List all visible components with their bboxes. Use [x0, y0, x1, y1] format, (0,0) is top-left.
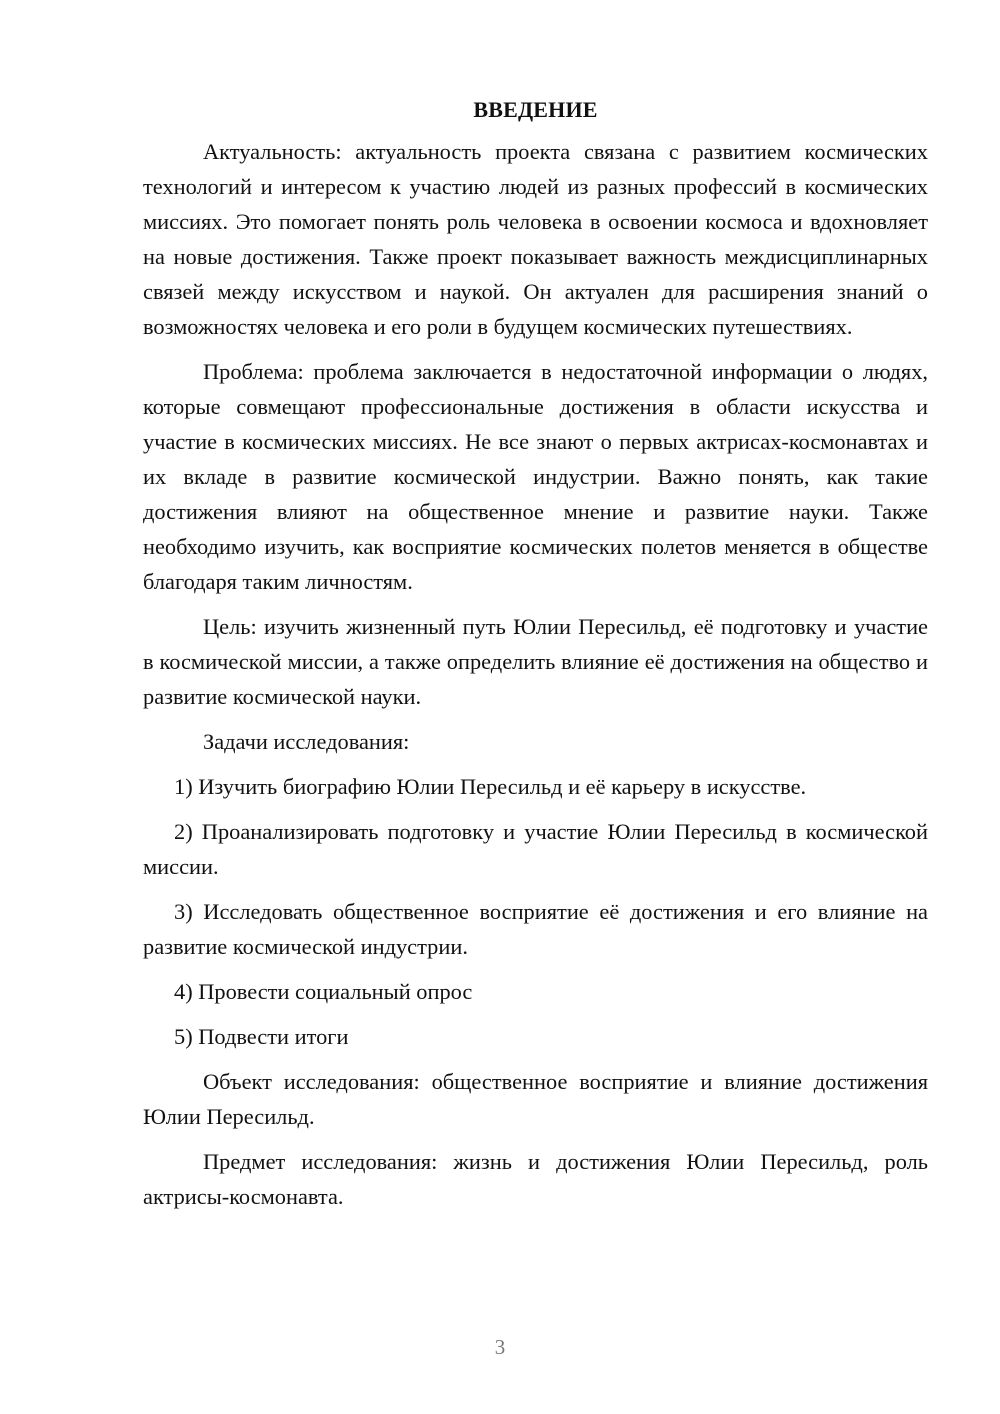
- subject-paragraph: Предмет исследования: жизнь и достижения Юлии Пересильд, роль актрисы-космонавта.: [143, 1149, 928, 1209]
- goal-paragraph: Цель: изучить жизненный путь Юлии Пересильд, её подготовку и участие в космической миссии, а также определить влияние её достижения на общество и развитие космической науки.: [143, 614, 928, 709]
- task-item-3: 3) Исследовать общественное восприятие её достижения и его влияние на развитие космической индустрии.: [143, 899, 928, 959]
- relevance-paragraph: Актуальность: актуальность проекта связана с развитием космических технологий и интересом к участию людей из разных профессий в космических миссиях. Это помогает понять роль человека в освоении космоса и вдохновляет на новые достижения. Также проект показывает важность междисциплинарных связей между искусством и наукой. Он актуален для расширения знаний о возможностях человека и его роли в будущем космических путешествиях.: [143, 139, 928, 339]
- page-number: 3: [494, 1335, 506, 1359]
- object-paragraph: Объект исследования: общественное восприятие и влияние достижения Юлии Пересильд.: [143, 1069, 928, 1129]
- document-page: [143, 92, 928, 1224]
- task-item-5: 5) Подвести итоги: [174, 1024, 349, 1049]
- problem-paragraph: Проблема: проблема заключается в недостаточной информации о людях, которые совмещают профессиональные достижения в области искусства и участие в космических миссиях. Не все знают о первых актрисах-космонавтах и их вкладе в развитие космической индустрии. Важно понять, как такие достижения влияют на общественное мнение и развитие науки. Также необходимо изучить, как восприятие космических полетов меняется в обществе благодаря таким личностям.: [143, 359, 928, 594]
- task-item-4: 4) Провести социальный опрос: [174, 979, 473, 1004]
- tasks-heading: Задачи исследования:: [203, 729, 410, 754]
- section-title: ВВЕДЕНИЕ: [473, 97, 598, 122]
- task-item-1: 1) Изучить биографию Юлии Пересильд и её карьеру в искусстве.: [174, 774, 807, 799]
- task-item-2: 2) Проанализировать подготовку и участие Юлии Пересильд в космической миссии.: [143, 819, 928, 879]
